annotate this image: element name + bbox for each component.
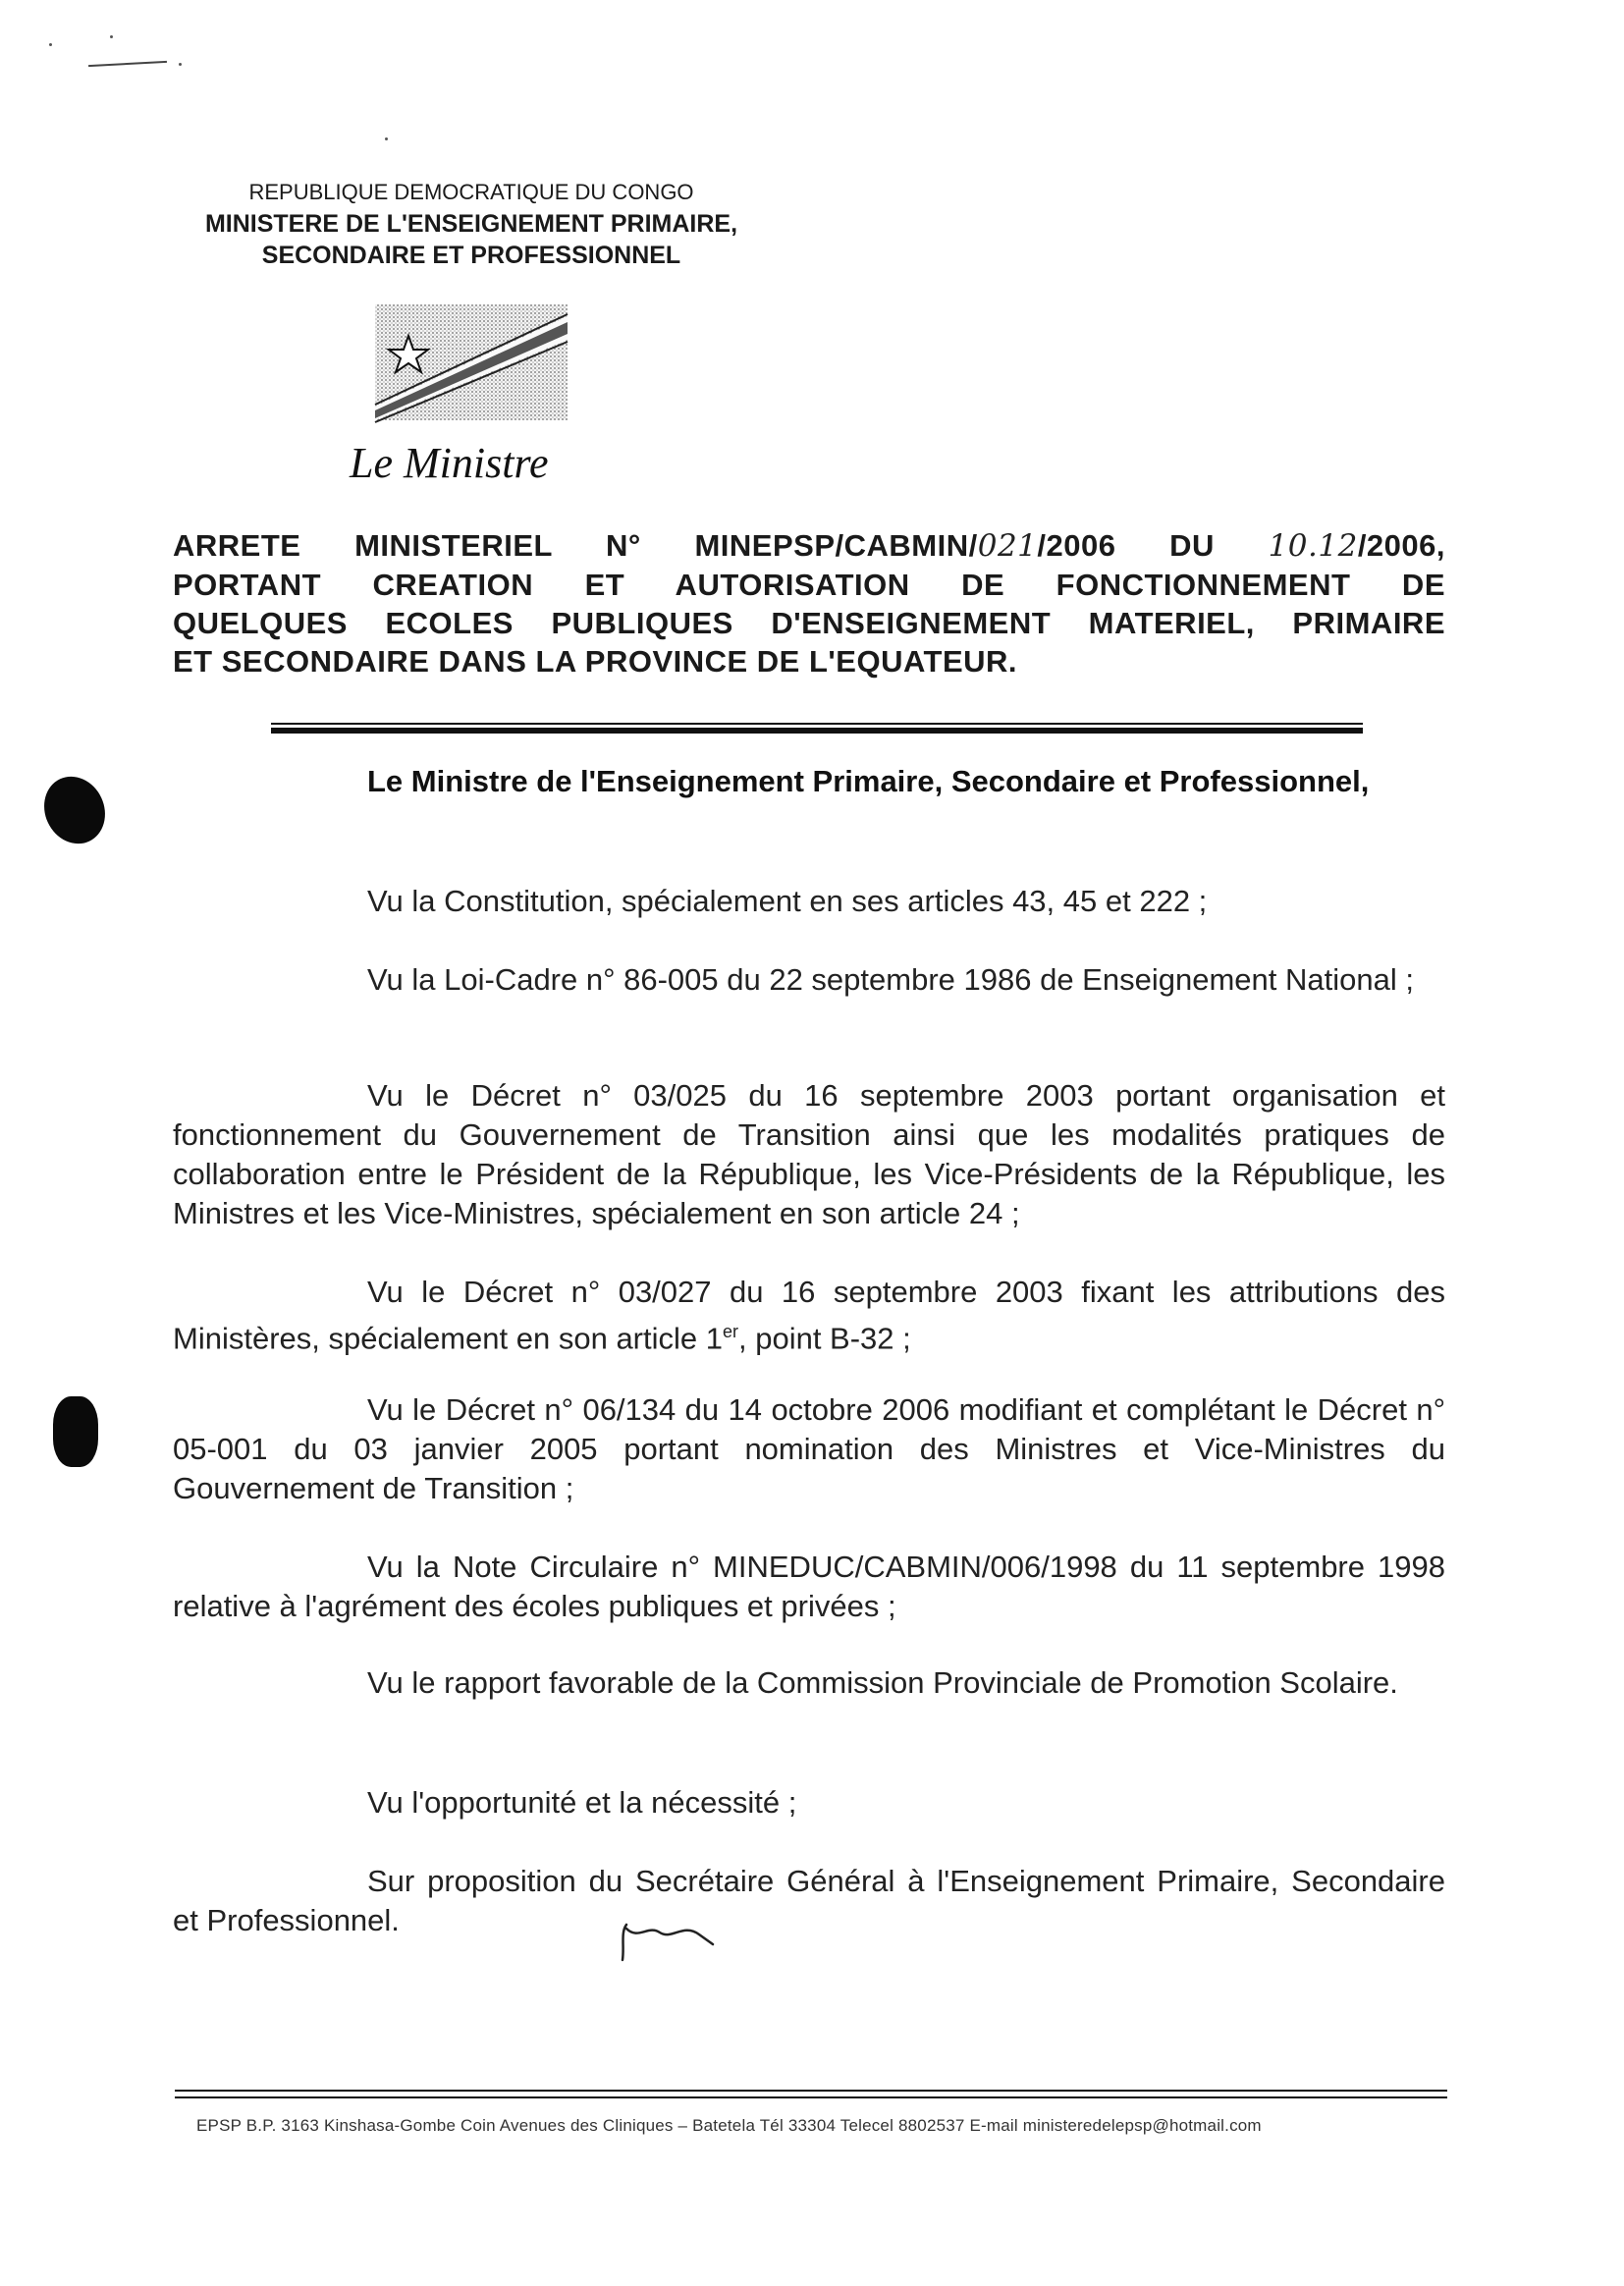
vu-decret-03-027-end: , point B-32 ;: [738, 1321, 911, 1356]
title-suffix: /2006,: [1357, 528, 1446, 563]
handwritten-decree-number: 021: [977, 528, 1038, 564]
minister-signature-title: Le Ministre: [350, 439, 549, 487]
title-line-1: [173, 526, 1445, 566]
scan-speck: [110, 35, 113, 38]
superscript-er: er: [722, 1322, 738, 1341]
title-line-2: PORTANT CREATION ET AUTORISATION DE FONCTIONNEMENT DE: [173, 568, 1445, 602]
title-divider-thick: [271, 728, 1363, 734]
decree-title: [173, 526, 1445, 680]
handwritten-date: 10.12: [1268, 528, 1358, 564]
letterhead: [177, 177, 766, 271]
sur-proposition-text: Sur proposition du Secrétaire Général à l'Enseignement Primaire, Secondaire et Professionnel.: [173, 1864, 1445, 1937]
vu-constitution: [173, 882, 1445, 921]
title-mid: /2006 DU: [1037, 528, 1269, 563]
ministry-name-line1: MINISTERE DE L'ENSEIGNEMENT PRIMAIRE,: [204, 210, 738, 238]
punch-hole-mark: [33, 767, 116, 854]
intro-text: Le Ministre de l'Enseignement Primaire, Secondaire et Professionnel,: [367, 764, 1370, 798]
vu-decret-03-027-text: Vu le Décret n° 03/027 du 16 septembre 2003 fixant les attributions des Ministères, spécialement en son article 1: [173, 1275, 1445, 1356]
vu-loi-cadre-text: Vu la Loi-Cadre n° 86-005 du 22 septembre 1986 de Enseignement National ;: [367, 962, 1414, 997]
title-line-4: ET SECONDAIRE DANS LA PROVINCE DE L'EQUATEUR.: [173, 644, 1018, 679]
ministry-name-line2: SECONDAIRE ET PROFESSIONNEL: [261, 242, 681, 269]
vu-opportunite: [173, 1783, 1445, 1823]
vu-decret-03-025: [173, 1076, 1445, 1233]
sur-proposition: [173, 1862, 1445, 1940]
title-line-3: QUELQUES ECOLES PUBLIQUES D'ENSEIGNEMENT MATERIEL, PRIMAIRE: [173, 606, 1445, 640]
initials-signature: [615, 1911, 723, 1966]
scan-mark-top: [88, 61, 167, 67]
title-prefix: ARRETE MINISTERIEL N° MINEPSP/CABMIN/: [173, 528, 978, 563]
vu-note-circulaire-text: Vu la Note Circulaire n° MINEDUC/CABMIN/006/1998 du 11 septembre 1998 relative à l'agrément des écoles publiques et privées ;: [173, 1550, 1445, 1623]
title-divider-thin: [271, 723, 1363, 725]
punch-hole-mark: [53, 1396, 98, 1467]
intro-paragraph: [173, 762, 1445, 801]
scan-speck: [385, 137, 388, 140]
footer-rule-top: [175, 2090, 1447, 2092]
scan-speck: [49, 43, 52, 46]
star-flag-emblem-icon: [369, 297, 575, 430]
vu-decret-03-025-text: Vu le Décret n° 03/025 du 16 septembre 2003 portant organisation et fonctionnement du Gouvernement de Transition ainsi que les modalités pratiques de collaboration entre le Président de la République, les Vice-Présidents de la République, les Ministres et les Vice-Ministres, spécialement en son article 24 ;: [173, 1078, 1445, 1230]
country-name: REPUBLIQUE DEMOCRATIQUE DU CONGO: [248, 180, 694, 204]
scan-speck: [179, 63, 182, 66]
vu-rapport: [173, 1663, 1445, 1703]
footer-contact: EPSP B.P. 3163 Kinshasa-Gombe Coin Avenues des Cliniques – Batetela Tél 33304 Telecel 8802537 E-mail ministeredelepsp@hotmail.com: [196, 2116, 1262, 2135]
vu-decret-03-027: [173, 1273, 1445, 1358]
vu-loi-cadre: [173, 960, 1445, 1000]
vu-constitution-text: Vu la Constitution, spécialement en ses articles 43, 45 et 222 ;: [367, 884, 1208, 918]
footer-rule-bottom: [175, 2096, 1447, 2098]
vu-opportunite-text: Vu l'opportunité et la nécessité ;: [367, 1785, 797, 1820]
vu-note-circulaire: [173, 1548, 1445, 1626]
vu-rapport-text: Vu le rapport favorable de la Commission Provinciale de Promotion Scolaire.: [367, 1665, 1398, 1700]
vu-decret-06-134-text: Vu le Décret n° 06/134 du 14 octobre 2006 modifiant et complétant le Décret n° 05-001 du 03 janvier 2005 portant nomination des Ministres et Vice-Ministres du Gouvernement de Transition ;: [173, 1392, 1445, 1505]
vu-decret-06-134: [173, 1390, 1445, 1508]
